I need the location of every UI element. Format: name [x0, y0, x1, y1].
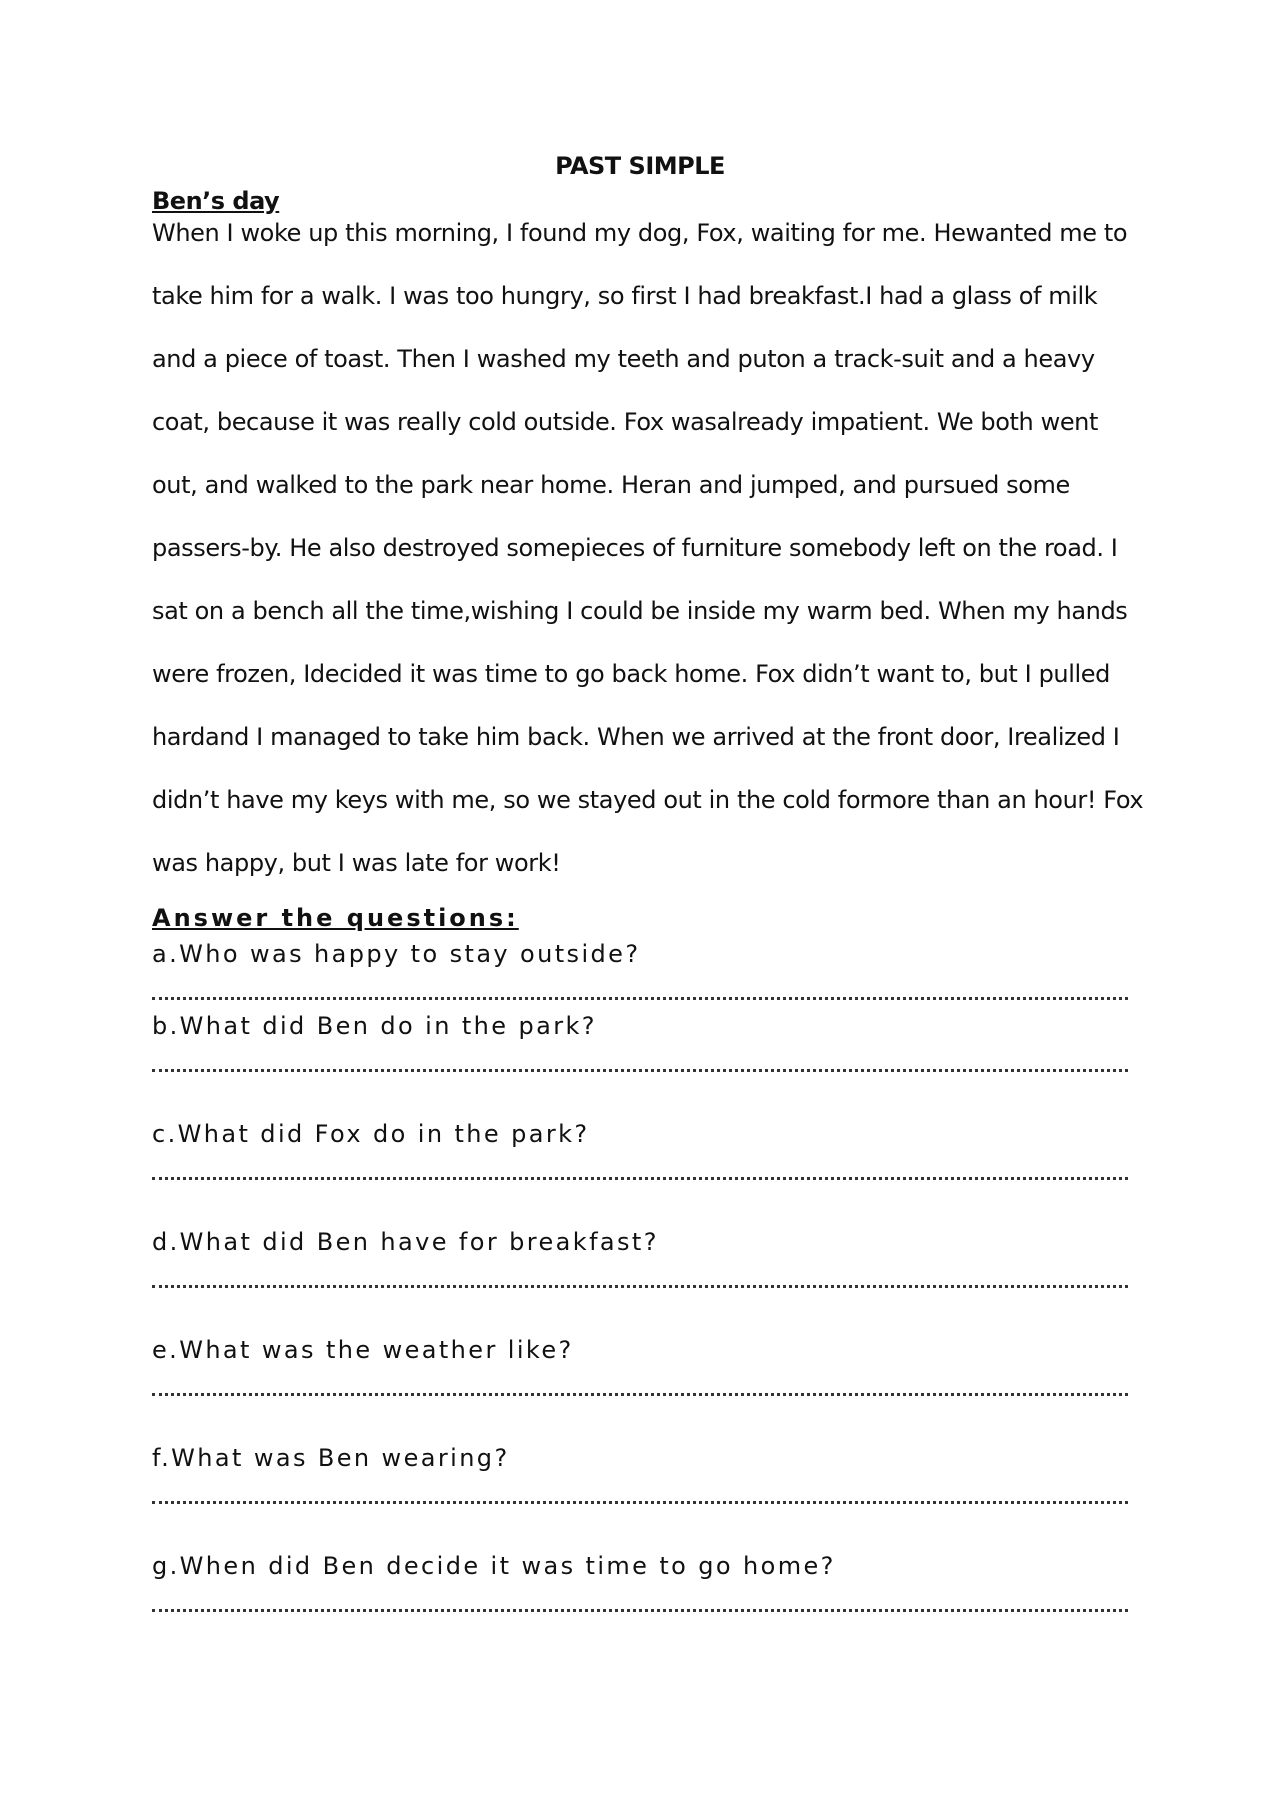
- story-line: hardand I managed to take him back. When we arrived at the front door, Irealized I: [152, 723, 1120, 751]
- question-b: b.What did Ben do in the park?: [152, 1012, 597, 1040]
- question-c: c.What did Fox do in the park?: [152, 1120, 590, 1148]
- answer-line-f[interactable]: [152, 1491, 1128, 1504]
- story-title: Ben’s day: [152, 187, 280, 215]
- question-g: g.When did Ben decide it was time to go home?: [152, 1552, 836, 1580]
- answer-line-b[interactable]: [152, 1059, 1128, 1072]
- story-line: were frozen, Idecided it was time to go back home. Fox didn’t want to, but I pulled: [152, 660, 1110, 688]
- story-line: was happy, but I was late for work!: [152, 849, 561, 877]
- story-line: didn’t have my keys with me, so we stayed out in the cold formore than an hour! Fox: [152, 786, 1144, 814]
- answer-line-e[interactable]: [152, 1383, 1128, 1396]
- page-title: PAST SIMPLE: [555, 152, 725, 180]
- questions-heading: Answer the questions:: [152, 904, 519, 932]
- answer-line-g[interactable]: [152, 1599, 1128, 1612]
- story-line: passers-by. He also destroyed somepieces of furniture somebody left on the road. I: [152, 534, 1118, 562]
- story-line: sat on a bench all the time,wishing I could be inside my warm bed. When my hands: [152, 597, 1128, 625]
- question-d: d.What did Ben have for breakfast?: [152, 1228, 659, 1256]
- story-text: [152, 213, 1152, 906]
- question-a: a.Who was happy to stay outside?: [152, 940, 641, 968]
- question-f: f.What was Ben wearing?: [152, 1444, 510, 1472]
- story-line: coat, because it was really cold outside. Fox wasalready impatient. We both went: [152, 408, 1099, 436]
- story-line: take him for a walk. I was too hungry, so first I had breakfast.I had a glass of milk: [152, 282, 1098, 310]
- answer-line-a[interactable]: [152, 987, 1128, 1000]
- story-line: When I woke up this morning, I found my dog, Fox, waiting for me. Hewanted me to: [152, 219, 1128, 247]
- story-line: and a piece of toast. Then I washed my teeth and puton a track-suit and a heavy: [152, 345, 1095, 373]
- answer-line-c[interactable]: [152, 1167, 1128, 1180]
- story-line: out, and walked to the park near home. Heran and jumped, and pursued some: [152, 471, 1070, 499]
- question-e: e.What was the weather like?: [152, 1336, 574, 1364]
- answer-line-d[interactable]: [152, 1275, 1128, 1288]
